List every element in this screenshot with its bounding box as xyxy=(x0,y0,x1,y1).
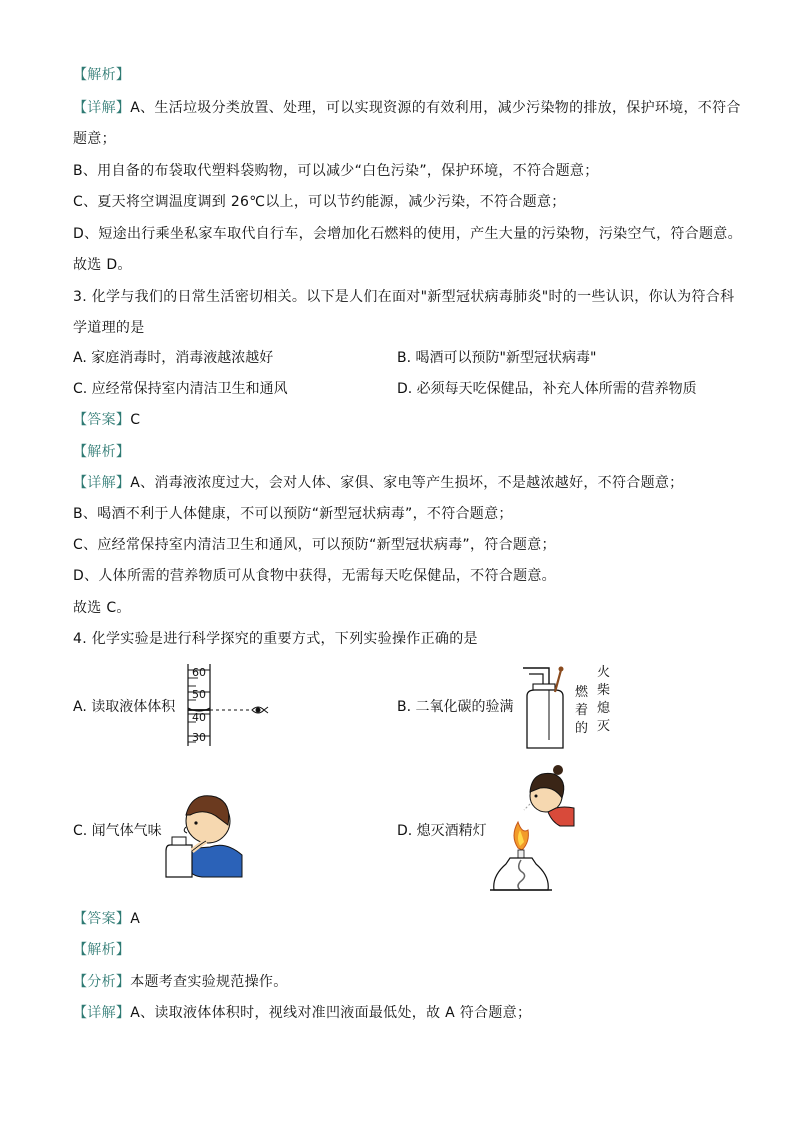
q3-option-b: B. 喝酒可以预防"新型冠状病毒" xyxy=(397,350,597,366)
q3-detail-a-text: A、消毒液浓度过大，会对人体、家俱、家电等产生损坏，不是越浓越好，不符合题意； xyxy=(130,475,684,491)
fenxi-tag: 【分析】 xyxy=(73,974,131,990)
q4-detail-a xyxy=(73,1003,531,1023)
q4-stem: 4. 化学实验是进行科学探究的重要方式，下列实验操作正确的是 xyxy=(73,631,478,647)
match-label-char: 火 xyxy=(597,665,611,680)
q2-detail-a-text: A、生活垃圾分类放置、处理，可以实现资源的有效利用，减少污染物的排放，保护环境，不符合 xyxy=(130,100,741,116)
q4-option-d: D. 熄灭酒精灯 xyxy=(397,823,487,839)
q3-answer xyxy=(73,410,140,430)
match-label-char: 的 xyxy=(575,721,589,736)
q4-option-c: C. 闻气体气味 xyxy=(73,823,162,839)
q2-detail-b: B、用自备的布袋取代塑料袋购物，可以减少“白色污染”，保护环境，不符合题意； xyxy=(73,163,599,179)
cylinder-tick-label: 30 xyxy=(192,731,206,744)
q3-stem-line2: 学道理的是 xyxy=(73,320,145,336)
q4-fenxi-text: 本题考查实验规范操作。 xyxy=(130,974,288,990)
q4-answer-value: A xyxy=(130,911,141,927)
q3-detail-b: B、喝酒不利于人体健康，不可以预防“新型冠状病毒”，不符合题意； xyxy=(73,506,513,522)
q3-option-d: D. 必须每天吃保健品，补充人体所需的营养物质 xyxy=(397,381,697,397)
detail-tag: 【详解】 xyxy=(73,475,131,491)
q4-fenxi xyxy=(73,972,288,992)
alcohol-lamp-figure xyxy=(488,764,578,904)
match-label-char: 熄 xyxy=(597,701,611,716)
match-label-char: 着 xyxy=(575,703,589,718)
q3-choice: 故选 C。 xyxy=(73,600,131,616)
graduated-cylinder-figure xyxy=(182,662,274,752)
q2-choice: 故选 D。 xyxy=(73,257,132,273)
q2-detail-a-line2: 题意； xyxy=(73,131,116,147)
q3-detail-c: C、应经常保持室内清洁卫生和通风，可以预防“新型冠状病毒”，符合题意； xyxy=(73,537,556,553)
match-label-char: 柴 xyxy=(597,683,611,698)
gas-bottle-figure xyxy=(515,660,615,764)
q2-detail-a-line1 xyxy=(73,98,741,118)
q4-answer xyxy=(73,909,140,929)
smelling-gas-figure xyxy=(162,785,244,884)
match-label-char: 灭 xyxy=(597,719,611,734)
q3-detail-d: D、人体所需的营养物质可从食物中获得，无需每天吃保健品，不符合题意。 xyxy=(73,568,556,584)
q3-answer-value: C xyxy=(130,412,141,428)
cylinder-tick-label: 60 xyxy=(192,666,206,679)
q3-stem-line1: 3. 化学与我们的日常生活密切相关。以下是人们在面对"新型冠状病毒肺炎"时的一些认识，你认为符合科 xyxy=(73,289,735,305)
q4-option-b: B. 二氧化碳的验满 xyxy=(397,699,514,715)
detail-tag: 【详解】 xyxy=(73,100,131,116)
q3-option-a: A. 家庭消毒时，消毒液越浓越好 xyxy=(73,350,274,366)
answer-tag: 【答案】 xyxy=(73,911,131,927)
q4-analysis-tag: 【解析】 xyxy=(73,942,131,958)
q2-detail-d: D、短途出行乘坐私家车取代自行车，会增加化石燃料的使用，产生大量的污染物，污染空气，符合题意。 xyxy=(73,226,742,242)
q4-detail-a-text: A、读取液体体积时，视线对准凹液面最低处，故 A 符合题意； xyxy=(130,1005,532,1021)
match-label-char: 燃 xyxy=(575,685,589,700)
analysis-tag: 【解析】 xyxy=(73,67,131,83)
q3-analysis-tag: 【解析】 xyxy=(73,444,131,460)
detail-tag: 【详解】 xyxy=(73,1005,131,1021)
q3-detail-a xyxy=(73,473,683,493)
cylinder-tick-label: 40 xyxy=(192,711,206,724)
q2-detail-c: C、夏天将空调温度调到 26℃以上，可以节约能源，减少污染，不符合题意； xyxy=(73,194,566,210)
cylinder-tick-label: 50 xyxy=(192,688,206,701)
q3-option-c: C. 应经常保持室内清洁卫生和通风 xyxy=(73,381,288,397)
answer-tag: 【答案】 xyxy=(73,412,131,428)
eye-icon xyxy=(252,707,268,713)
q4-option-a: A. 读取液体体积 xyxy=(73,699,176,715)
